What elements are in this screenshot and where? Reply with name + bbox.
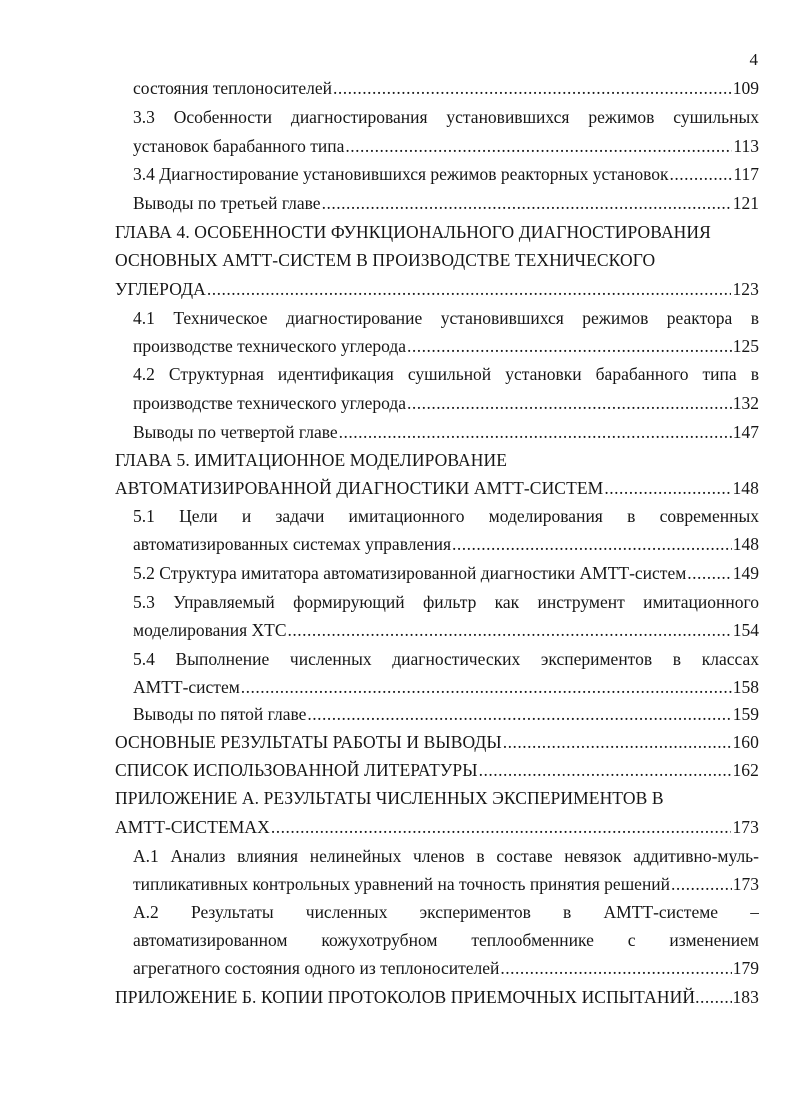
toc-entry [133, 103, 759, 131]
toc-entry-text: А.1 Анализ влияния нелинейных членов в составе невязок аддитивно-муль- [133, 846, 759, 866]
toc-entry-text: АВТОМАТИЗИРОВАННОЙ ДИАГНОСТИКИ АМТТ-СИСТЕМ [115, 478, 604, 498]
toc-chapter [115, 246, 759, 274]
toc-entry-page: 158 [732, 677, 759, 697]
toc-entry-page: 154 [732, 620, 759, 640]
toc-entry-text: производстве технического углерода [133, 393, 407, 413]
toc-entry-text: ОСНОВНЫЕ РЕЗУЛЬТАТЫ РАБОТЫ И ВЫВОДЫ [115, 732, 502, 752]
toc-entry-text: автоматизированном кожухотрубном теплообменнике с изменением [133, 930, 759, 950]
toc-entry-page: 123 [732, 279, 759, 299]
toc-entry-page: 159 [732, 704, 759, 724]
toc-entry-text: агрегатного состояния одного из теплоносителей [133, 958, 500, 978]
toc-entry-text: 5.3 Управляемый формирующий фильтр как инструмент имитационного [133, 592, 759, 612]
toc-chapter [115, 756, 759, 784]
toc-entry [133, 926, 759, 954]
toc-entry-page: 173 [732, 874, 759, 894]
toc-entry-text: автоматизированных системах управления [133, 534, 452, 554]
toc-entry-page: 125 [732, 336, 759, 356]
toc-entry-page: 183 [732, 987, 759, 1007]
toc-chapter [115, 446, 759, 474]
toc-entry-text: Выводы по третьей главе [133, 193, 321, 213]
toc-entry-text: моделирования ХТС [133, 620, 287, 640]
toc-entry [133, 332, 759, 360]
toc-entry-text: ПРИЛОЖЕНИЕ Б. КОПИИ ПРОТОКОЛОВ ПРИЕМОЧНЫХ ИСПЫТАНИЙ [115, 987, 696, 1007]
toc-entry [133, 559, 759, 587]
toc-entry [133, 304, 759, 332]
toc-entry [133, 700, 759, 728]
toc-entry-text: АМТТ-СИСТЕМАХ [115, 817, 270, 837]
toc-chapter [115, 983, 759, 1011]
toc-chapter [115, 275, 759, 303]
toc-entry-page: 160 [732, 732, 759, 752]
toc-entry-text: А.2 Результаты численных экспериментов в АМТТ-системе – [133, 902, 759, 922]
toc-entry [133, 870, 759, 898]
toc-entry-text: 5.1 Цели и задачи имитационного моделирования в современных [133, 506, 759, 526]
toc-entry [133, 160, 759, 188]
toc-entry [133, 360, 759, 388]
toc-entry [133, 189, 759, 217]
toc-entry [133, 389, 759, 417]
toc-entry-text: ГЛАВА 5. ИМИТАЦИОННОЕ МОДЕЛИРОВАНИЕ [115, 450, 508, 470]
toc-entry-page: 148 [732, 478, 759, 498]
toc-chapter [115, 784, 759, 812]
toc-entry [133, 616, 759, 644]
toc-entry [133, 954, 759, 982]
toc-entry [133, 502, 759, 530]
toc-entry-text: Выводы по пятой главе [133, 704, 307, 724]
toc-entry-text: 3.4 Диагностирование установившихся режимов реакторных установок [133, 164, 669, 184]
toc-entry-text: установок барабанного типа [133, 136, 345, 156]
toc-entry-page: 121 [732, 193, 759, 213]
page-number: 4 [749, 50, 758, 69]
toc-entry-page: 147 [732, 422, 759, 442]
toc-entry-text: 5.4 Выполнение численных диагностических экспериментов в классах [133, 649, 759, 669]
toc-entry [133, 673, 759, 701]
toc-entry-text: ГЛАВА 4. ОСОБЕННОСТИ ФУНКЦИОНАЛЬНОГО ДИАГНОСТИРОВАНИЯ [115, 222, 711, 242]
toc-chapter [115, 474, 759, 502]
toc-entry-text: ОСНОВНЫХ АМТТ-СИСТЕМ В ПРОИЗВОДСТВЕ ТЕХНИЧЕСКОГО [115, 250, 656, 270]
toc-entry-page: 148 [732, 534, 759, 554]
toc-entry [133, 842, 759, 870]
toc-entry-text: УГЛЕРОДА [115, 279, 206, 299]
toc-entry-page: 132 [732, 393, 759, 413]
toc-entry-text: Выводы по четвертой главе [133, 422, 338, 442]
toc-entry-text: состояния теплоносителей [133, 78, 332, 98]
toc-entry [133, 588, 759, 616]
toc-entry-page: 179 [732, 958, 759, 978]
toc-chapter [115, 728, 759, 756]
toc-entry-page: 162 [732, 760, 759, 780]
toc-entry [133, 645, 759, 673]
toc-entry-text: АМТТ-систем [133, 677, 240, 697]
toc-entry-page: 109 [732, 78, 759, 98]
toc-chapter [115, 218, 759, 246]
toc-entry [133, 132, 759, 160]
toc-entry-page: 149 [732, 563, 759, 583]
toc-entry-text: производстве технического углерода [133, 336, 407, 356]
toc-entry-text: 4.2 Структурная идентификация сушильной установки барабанного типа в [133, 364, 759, 384]
toc-entry-page: 173 [732, 817, 759, 837]
toc-entry-page: 113 [733, 136, 759, 156]
toc-entry-page: 117 [733, 164, 759, 184]
toc-entry-text: ПРИЛОЖЕНИЕ А. РЕЗУЛЬТАТЫ ЧИСЛЕННЫХ ЭКСПЕРИМЕНТОВ В [115, 788, 664, 808]
toc-entry-text: СПИСОК ИСПОЛЬЗОВАННОЙ ЛИТЕРАТУРЫ [115, 760, 478, 780]
toc-entry-text: 5.2 Структура имитатора автоматизированной диагностики АМТТ-систем [133, 563, 687, 583]
toc-entry-text: типликативных контрольных уравнений на точность принятия решений [133, 874, 671, 894]
toc-entry [133, 74, 759, 102]
toc-entry [133, 418, 759, 446]
toc-entry [133, 530, 759, 558]
toc-entry [133, 898, 759, 926]
toc-chapter [115, 813, 759, 841]
toc-entry-text: 4.1 Техническое диагностирование установившихся режимов реактора в [133, 308, 759, 328]
toc-entry-text: 3.3 Особенности диагностирования установившихся режимов сушильных [133, 107, 759, 127]
